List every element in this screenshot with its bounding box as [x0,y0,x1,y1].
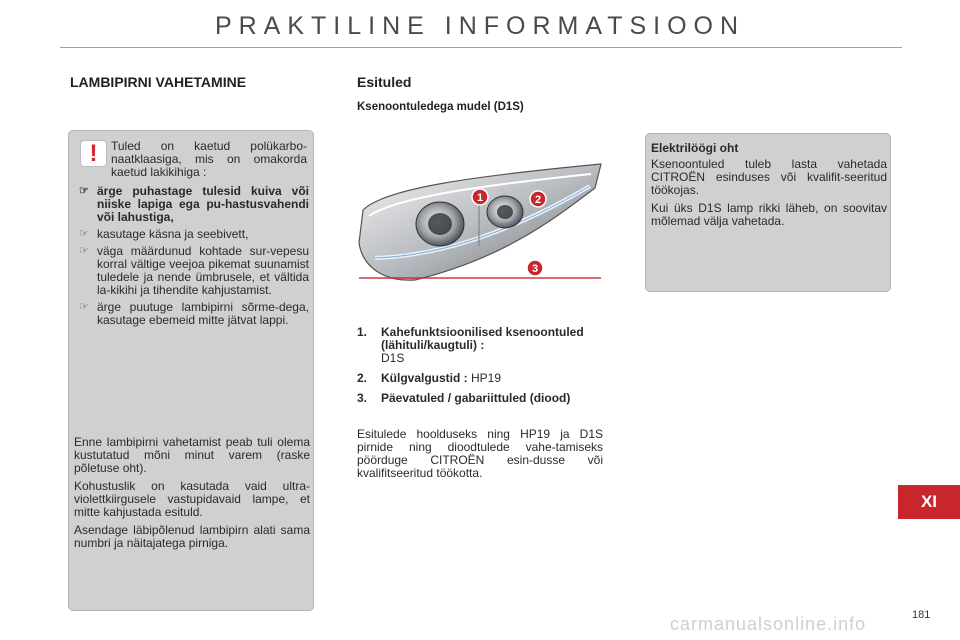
electric-paragraph: Kui üks D1S lamp rikki läheb, on soovitav mõlemad välja vahetada. [651,201,887,228]
warning-paragraph: Asendage läbipõlenud lambipirn alati sama numbri ja näitajatega pirniga. [74,523,310,550]
electric-box-paragraphs [651,158,887,233]
warning-intro: Tuled on kaetud polükarbo-naatklaasiga, mis on omakorda kaetud lakikihiga : [111,139,307,179]
list-item [357,326,607,365]
subsection-heading: Esituled [357,74,412,90]
warning-paragraph: Kohustuslik on kasutada vaid ultra-violettkiirgusele vastupidavaid lampe, et mitte kahjustada esituld. [74,479,310,519]
list-item [77,185,309,224]
list-item [357,392,607,405]
warning-box [68,130,314,611]
exclamation-icon: ! [80,140,107,167]
page-title: PRAKTILINE INFORMATSIOON [214,12,746,40]
bulb-list [357,326,607,412]
bullet-text: ärge puutuge lambipirni sõrme-dega, kasutage ebemeid mitte jätvat lappi. [97,300,309,327]
bullet-text: kasutage käsna ja seebivett, [97,227,249,241]
item-value: D1S [381,351,405,365]
pointing-hand-icon: ☞ [79,301,89,313]
bullet-text: väga määrdunud kohtade sur-vepesu korral vältige veejoa pikemat suunamist tuledele ja nende ümbrusele, et vältida la-kikihi ja tihendite kahjustamist. [97,244,309,297]
pointing-hand-icon: ☞ [79,185,89,197]
callout-2-label: 2 [534,194,542,206]
list-item [77,228,309,241]
warning-paragraphs [74,436,310,555]
chapter-tab: XI [898,485,960,519]
item-label: Kahefunktsioonilised ksenoontuled (lähituli/kaugtuli) : [381,325,584,352]
electric-box-title: Elektrilöögi oht [651,141,739,155]
headlamp-illustration [355,158,605,288]
electric-shock-box [645,133,891,292]
item-number: 2. [357,371,368,385]
list-item [357,372,607,385]
warning-paragraph: Enne lambipirni vahetamist peab tuli olema kustutatud mõni minut varem (raske põletuse oht). [74,435,310,475]
item-label: Päevatuled / gabariittuled (diood) [381,391,571,405]
electric-paragraph: Ksenoontuled tuleb lasta vahetada CITROËN esinduses või kvalifit-seeritud töökojas. [651,157,887,197]
item-number: 1. [357,325,368,339]
item-value: HP19 [471,371,502,385]
headlamp-housing [359,164,601,280]
warning-bullets [77,185,309,331]
watermark: carmanualsonline.info [670,614,867,634]
maintenance-text: Esitulede hoolduseks ning HP19 ja D1S pirnide ning dioodtulede vahe-tamiseks pöörduge CITROËN esin-dusse või kvalifitseeritud töökotta. [357,427,603,480]
model-heading: Ksenoontuledega mudel (D1S) [357,101,524,113]
callout-3-label: 3 [531,263,539,275]
pointing-hand-icon: ☞ [79,245,89,257]
list-item [77,245,309,297]
list-item [77,301,309,327]
item-number: 3. [357,391,368,405]
item-label: Külgvalgustid : [381,371,468,385]
title-divider [60,47,902,48]
callout-1-label: 1 [476,192,484,204]
bullet-text: ärge puhastage tulesid kuiva või niiske lapiga ega pu-hastusvahendi või lahustiga, [97,184,309,224]
pointing-hand-icon: ☞ [79,228,89,240]
section-heading: LAMBIPIRNI VAHETAMINE [70,74,247,90]
page-number: 181 [912,609,931,621]
